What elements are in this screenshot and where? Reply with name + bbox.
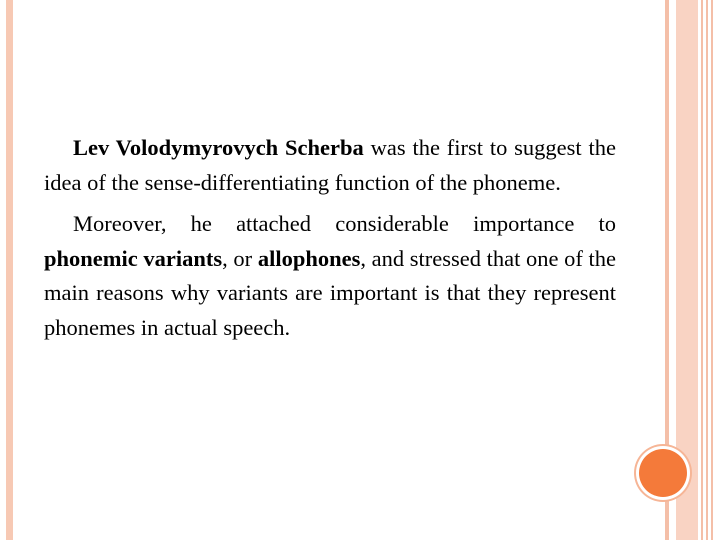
- term-phonemic-variants: phonemic variants: [44, 245, 223, 271]
- paragraph-text: Moreover, he attached considerable importance to: [73, 211, 616, 236]
- slide-frame-right-line: [711, 0, 713, 540]
- slide-frame-right-line: [701, 0, 703, 540]
- person-name: Lev Volodymyrovych Scherba: [73, 135, 364, 160]
- slide-frame-left: [6, 0, 13, 540]
- decorative-circle-icon: [639, 449, 687, 497]
- paragraph-scherba: [44, 131, 616, 200]
- slide-body: [44, 131, 616, 352]
- paragraph-text: , or: [222, 245, 258, 271]
- slide-frame-right-line: [706, 0, 708, 540]
- term-allophones: allophones: [257, 245, 361, 271]
- paragraph-allophones: [44, 207, 616, 345]
- paragraph-text: , and stressed that one of the main reasons why variants are important is that they represent phonemes in actual speech.: [44, 245, 616, 340]
- paragraph-text: was the first to suggest the idea of the sense-differentiating function of the phoneme.: [44, 135, 616, 195]
